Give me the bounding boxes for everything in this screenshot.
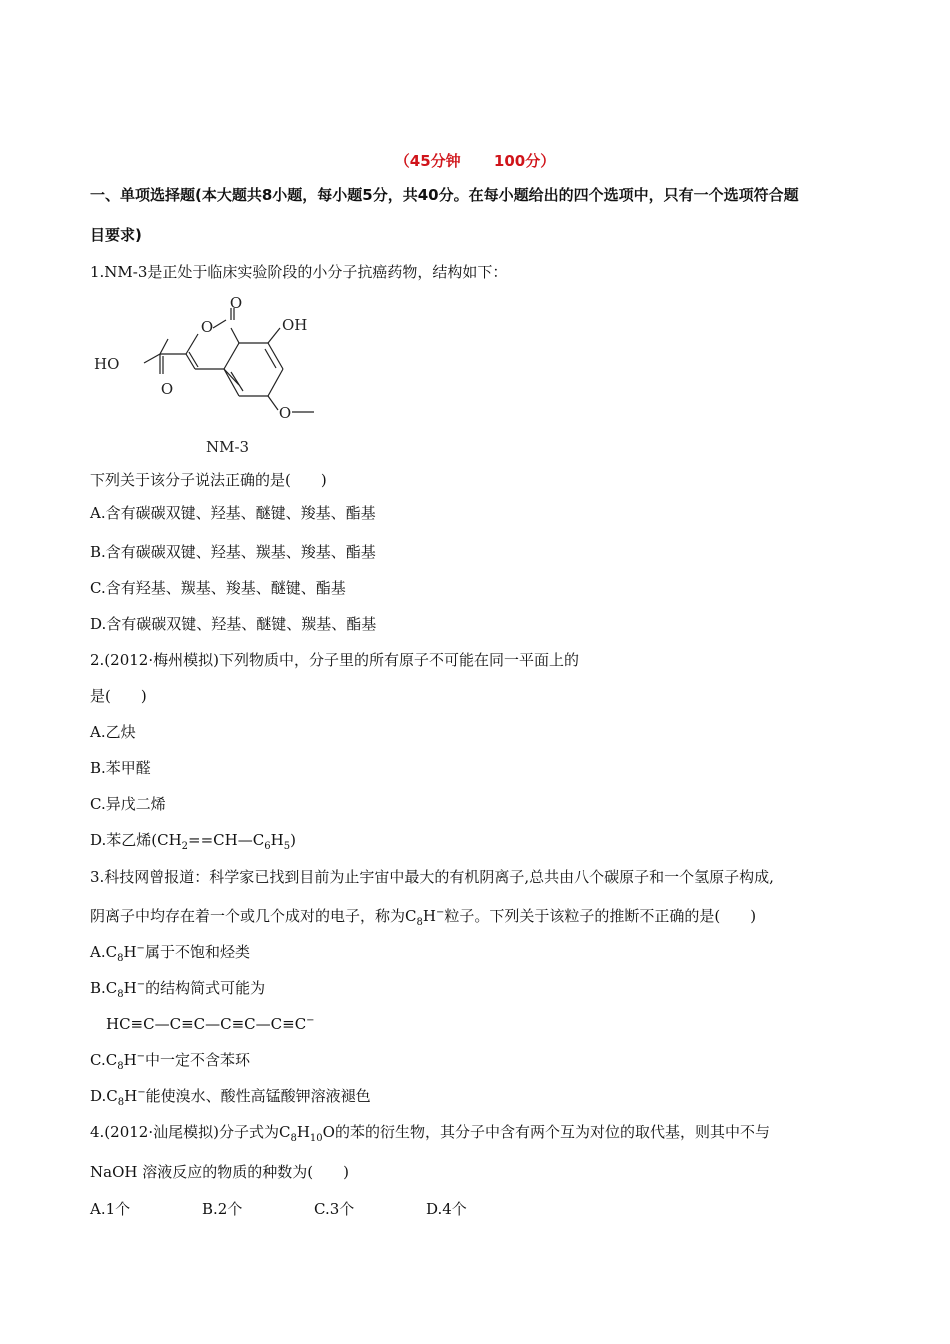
q2-option-d bbox=[90, 830, 296, 850]
q4-option-b: B.2个 bbox=[202, 1200, 243, 1218]
exam-score: 100分） bbox=[493, 152, 556, 170]
q4-sub10: 10 bbox=[309, 1133, 323, 1144]
q1-option-c: C.含有羟基、羰基、羧基、醚键、酯基 bbox=[90, 579, 346, 597]
q3-d-sub: 8 bbox=[117, 1097, 125, 1108]
q3-a-suffix: 属于不饱和烃类 bbox=[144, 943, 250, 961]
q2-option-b: B.苯甲醛 bbox=[90, 759, 151, 777]
q2-option-c: C.异戊二烯 bbox=[90, 795, 166, 813]
q1-option-b: B.含有碳碳双键、羟基、羰基、羧基、酯基 bbox=[90, 543, 376, 561]
q3-option-a bbox=[90, 942, 250, 962]
q3-stem2-h: H bbox=[422, 907, 436, 925]
q3-option-c bbox=[90, 1050, 250, 1070]
q3-d-sup: − bbox=[137, 1087, 146, 1098]
q3-a-h: H bbox=[123, 943, 137, 961]
q3-stem2-a: 阴离子中均存在着一个或几个成对的电子，称为C bbox=[90, 907, 417, 925]
q3-stem-line1: 3.科技网曾报道：科学家已找到目前为止宇宙中最大的有机阴离子,总共由八个碳原子和一个氢原子构成, bbox=[90, 868, 774, 886]
q3-stem2-sup: − bbox=[435, 907, 445, 918]
q3-d-prefix: D.C bbox=[90, 1087, 118, 1105]
q3-c-prefix: C.C bbox=[90, 1051, 118, 1069]
q4-stem1-b: O的苯的衍生物，其分子中含有两个互为对位的取代基，则其中不与 bbox=[322, 1123, 770, 1141]
q2-d-prefix: D.苯乙烯(CH bbox=[90, 831, 182, 849]
q2-d-sub2: 6 bbox=[264, 841, 271, 852]
q3-a-sub: 8 bbox=[117, 953, 124, 964]
q3-d-h: H bbox=[124, 1087, 138, 1105]
atom-o-methoxy: O bbox=[278, 404, 292, 422]
q4-option-a: A.1个 bbox=[90, 1200, 131, 1218]
q3-c-sub: 8 bbox=[117, 1061, 124, 1072]
q3-c-suffix: 中一定不含苯环 bbox=[145, 1051, 251, 1069]
q1-stem: 1.NM-3是正处于临床实验阶段的小分子抗癌药物，结构如下： bbox=[90, 263, 508, 281]
atom-oh: OH bbox=[282, 316, 308, 334]
atom-ring-o: O bbox=[200, 318, 214, 336]
q3-d-suffix: 能使溴水、酸性高锰酸钾溶液褪色 bbox=[145, 1087, 371, 1105]
q2-d-h: H bbox=[270, 831, 284, 849]
q4-stem1-a: 4.(2012·汕尾模拟)分子式为C bbox=[90, 1123, 291, 1141]
q2-stem-line1: 2.(2012·梅州模拟)下列物质中，分子里的所有原子不可能在同一平面上的 bbox=[90, 651, 579, 669]
q2-d-end: ) bbox=[290, 831, 296, 849]
structure-label: NM-3 bbox=[206, 438, 250, 456]
q1-option-a: A.含有碳碳双键、羟基、醚键、羧基、酯基 bbox=[90, 504, 376, 522]
q3-c-sup: − bbox=[136, 1051, 146, 1062]
section-heading-line2: 目要求) bbox=[90, 226, 142, 244]
exam-time-score bbox=[0, 150, 950, 171]
q3-option-b bbox=[90, 978, 265, 998]
q2-option-a: A.乙炔 bbox=[90, 723, 136, 741]
q3-stem2-c: 粒子。下列关于该粒子的推断不正确的是( ) bbox=[444, 907, 757, 925]
q3-b-formula-sup: − bbox=[306, 1015, 315, 1026]
q4-stem-line1 bbox=[90, 1122, 770, 1142]
q2-d-sub1: 2 bbox=[181, 841, 189, 852]
q4-h: H bbox=[296, 1123, 310, 1141]
q3-b-prefix: B.C bbox=[90, 979, 118, 997]
q2-d-mid: ==CH—C bbox=[188, 831, 265, 849]
atom-ho: HO bbox=[94, 355, 120, 373]
q3-stem-line2 bbox=[90, 906, 756, 926]
section-heading-line1: 一、单项选择题(本大题共8小题，每小题5分，共40分。在每小题给出的四个选项中，只有一个选项符合题 bbox=[90, 186, 799, 204]
q3-b-formula-text: HC≡C—C≡C—C≡C—C≡C bbox=[106, 1015, 307, 1033]
q3-a-prefix: A.C bbox=[90, 943, 118, 961]
exam-time: （45分钟 bbox=[394, 152, 461, 170]
atom-o-bottom: O bbox=[160, 380, 174, 398]
q3-option-d bbox=[90, 1086, 371, 1106]
q4-option-d: D.4个 bbox=[426, 1200, 467, 1218]
q1-question: 下列关于该分子说法正确的是( ) bbox=[90, 471, 327, 489]
q4-stem-line2: NaOH 溶液反应的物质的种数为( ) bbox=[90, 1163, 349, 1181]
q4-options bbox=[90, 1199, 538, 1219]
q2-stem-line2: 是( ) bbox=[90, 687, 147, 705]
q3-option-b-formula bbox=[106, 1014, 315, 1034]
atom-o-top: O bbox=[229, 294, 243, 312]
q3-b-suffix: 的结构简式可能为 bbox=[145, 979, 266, 997]
q3-b-sup: − bbox=[136, 979, 146, 990]
q3-stem2-sub: 8 bbox=[416, 917, 423, 928]
q3-b-sub: 8 bbox=[117, 989, 124, 1000]
q2-d-sub3: 5 bbox=[283, 841, 291, 852]
q4-sub8: 8 bbox=[290, 1133, 297, 1144]
q4-option-c: C.3个 bbox=[314, 1200, 355, 1218]
nm3-structure-diagram bbox=[88, 292, 348, 462]
q3-a-sup: − bbox=[136, 943, 145, 954]
q3-b-h: H bbox=[123, 979, 137, 997]
q1-option-d: D.含有碳碳双键、羟基、醚键、羰基、酯基 bbox=[90, 615, 377, 633]
q3-c-h: H bbox=[123, 1051, 137, 1069]
